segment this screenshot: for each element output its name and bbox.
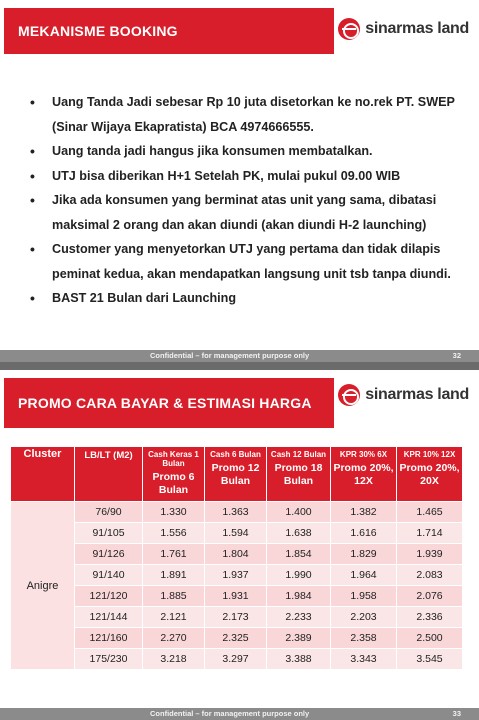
price-cell: 2.203 bbox=[331, 607, 397, 628]
table-row bbox=[11, 649, 463, 670]
price-cell: 2.358 bbox=[331, 628, 397, 649]
header-small: Cash 6 Bulan bbox=[210, 450, 261, 459]
slide-title: MEKANISME BOOKING bbox=[4, 8, 334, 54]
header-big: Promo 20%, 12X bbox=[333, 462, 394, 487]
booking-bullet-list bbox=[30, 90, 460, 311]
price-cell: 1.616 bbox=[331, 523, 397, 544]
slide-title: PROMO CARA BAYAR & ESTIMASI HARGA bbox=[4, 378, 334, 428]
size-cell: 175/230 bbox=[75, 649, 143, 670]
table-row bbox=[11, 523, 463, 544]
table-header-row bbox=[11, 447, 463, 502]
header-kpr-10 bbox=[397, 447, 463, 502]
price-cell: 2.325 bbox=[205, 628, 267, 649]
header-big: Promo 6 Bulan bbox=[152, 471, 195, 496]
bullet-item: • Customer yang menyetorkan UTJ yang pertama dan tidak dilapis peminat kedua, akan mendapatkan langsung unit tsb tanpa diundi. bbox=[30, 237, 460, 286]
header-small: KPR 10% 12X bbox=[403, 450, 456, 459]
price-cell: 2.336 bbox=[397, 607, 463, 628]
price-cell: 1.804 bbox=[205, 544, 267, 565]
header-small: Cash Keras 1 Bulan bbox=[148, 450, 199, 468]
price-cell: 2.173 bbox=[205, 607, 267, 628]
table-body bbox=[11, 502, 463, 670]
price-cell: 1.400 bbox=[267, 502, 331, 523]
price-cell: 1.363 bbox=[205, 502, 267, 523]
brand-name: sinarmas land bbox=[365, 386, 469, 403]
bullet-item: • Uang Tanda Jadi sebesar Rp 10 juta disetorkan ke no.rek PT. SWEP (Sinar Wijaya Ekapratista) BCA 4974666555. bbox=[30, 90, 460, 139]
footer-confidential: Confidential – for management purpose only bbox=[150, 351, 310, 360]
header-kpr-30 bbox=[331, 447, 397, 502]
price-cell: 3.343 bbox=[331, 649, 397, 670]
page-number: 32 bbox=[452, 351, 461, 360]
bullet-item: • Jika ada konsumen yang berminat atas unit yang sama, dibatasi maksimal 2 orang dan akan diundi (akan diundi H-2 launching) bbox=[30, 188, 460, 237]
brand-name: sinarmas land bbox=[365, 20, 469, 37]
size-cell: 121/120 bbox=[75, 586, 143, 607]
price-cell: 1.465 bbox=[397, 502, 463, 523]
header-cash-keras bbox=[143, 447, 205, 502]
size-cell: 121/160 bbox=[75, 628, 143, 649]
price-cell: 3.388 bbox=[267, 649, 331, 670]
price-cell: 1.594 bbox=[205, 523, 267, 544]
price-cell: 1.990 bbox=[267, 565, 331, 586]
header-cash-6 bbox=[205, 447, 267, 502]
sinarmas-logo-icon bbox=[338, 384, 360, 406]
price-cell: 1.854 bbox=[267, 544, 331, 565]
table-row bbox=[11, 565, 463, 586]
page-number: 33 bbox=[452, 709, 461, 718]
slide-footer bbox=[0, 708, 479, 720]
price-cell: 2.500 bbox=[397, 628, 463, 649]
price-cell: 1.382 bbox=[331, 502, 397, 523]
price-cell: 2.076 bbox=[397, 586, 463, 607]
size-cell: 76/90 bbox=[75, 502, 143, 523]
bullet-item: • Uang tanda jadi hangus jika konsumen membatalkan. bbox=[30, 139, 460, 164]
price-cell: 1.937 bbox=[205, 565, 267, 586]
bullet-item: • BAST 21 Bulan dari Launching bbox=[30, 286, 460, 311]
price-cell: 2.389 bbox=[267, 628, 331, 649]
price-cell: 1.638 bbox=[267, 523, 331, 544]
price-cell: 1.931 bbox=[205, 586, 267, 607]
footer-confidential: Confidential – for management purpose only bbox=[150, 709, 310, 718]
price-cell: 1.984 bbox=[267, 586, 331, 607]
price-cell: 1.330 bbox=[143, 502, 205, 523]
header-small: Cash 12 Bulan bbox=[270, 450, 327, 459]
slide-promo-cara-bayar bbox=[0, 370, 479, 720]
header-cluster: Cluster bbox=[11, 447, 75, 502]
price-cell: 3.218 bbox=[143, 649, 205, 670]
price-cell: 1.964 bbox=[331, 565, 397, 586]
header-big: Promo 20%, 20X bbox=[399, 462, 460, 487]
price-cell: 2.233 bbox=[267, 607, 331, 628]
price-cell: 1.714 bbox=[397, 523, 463, 544]
table-row bbox=[11, 628, 463, 649]
table-row bbox=[11, 502, 463, 523]
sinarmas-logo-icon bbox=[338, 18, 360, 40]
price-cell: 2.121 bbox=[143, 607, 205, 628]
header-cash-12 bbox=[267, 447, 331, 502]
price-cell: 2.083 bbox=[397, 565, 463, 586]
price-cell: 1.761 bbox=[143, 544, 205, 565]
header-big: Promo 18 Bulan bbox=[274, 462, 323, 487]
price-cell: 1.939 bbox=[397, 544, 463, 565]
size-cell: 91/126 bbox=[75, 544, 143, 565]
size-cell: 91/140 bbox=[75, 565, 143, 586]
bullet-item: • UTJ bisa diberikan H+1 Setelah PK, mulai pukul 09.00 WIB bbox=[30, 164, 460, 189]
header-small: KPR 30% 6X bbox=[339, 450, 388, 459]
price-cell: 1.885 bbox=[143, 586, 205, 607]
brand bbox=[338, 18, 469, 40]
header-lblt: LB/LT (M2) bbox=[75, 447, 143, 502]
price-cell: 1.958 bbox=[331, 586, 397, 607]
price-table bbox=[10, 446, 463, 670]
price-cell: 1.829 bbox=[331, 544, 397, 565]
price-cell: 3.545 bbox=[397, 649, 463, 670]
size-cell: 91/105 bbox=[75, 523, 143, 544]
price-cell: 1.556 bbox=[143, 523, 205, 544]
size-cell: 121/144 bbox=[75, 607, 143, 628]
brand bbox=[338, 384, 469, 406]
table-row bbox=[11, 607, 463, 628]
header-big: Promo 12 Bulan bbox=[211, 462, 260, 487]
price-cell: 2.270 bbox=[143, 628, 205, 649]
cluster-cell: Anigre bbox=[11, 502, 75, 670]
price-cell: 1.891 bbox=[143, 565, 205, 586]
slide-footer bbox=[0, 350, 479, 362]
table-row bbox=[11, 586, 463, 607]
price-cell: 3.297 bbox=[205, 649, 267, 670]
table-row bbox=[11, 544, 463, 565]
